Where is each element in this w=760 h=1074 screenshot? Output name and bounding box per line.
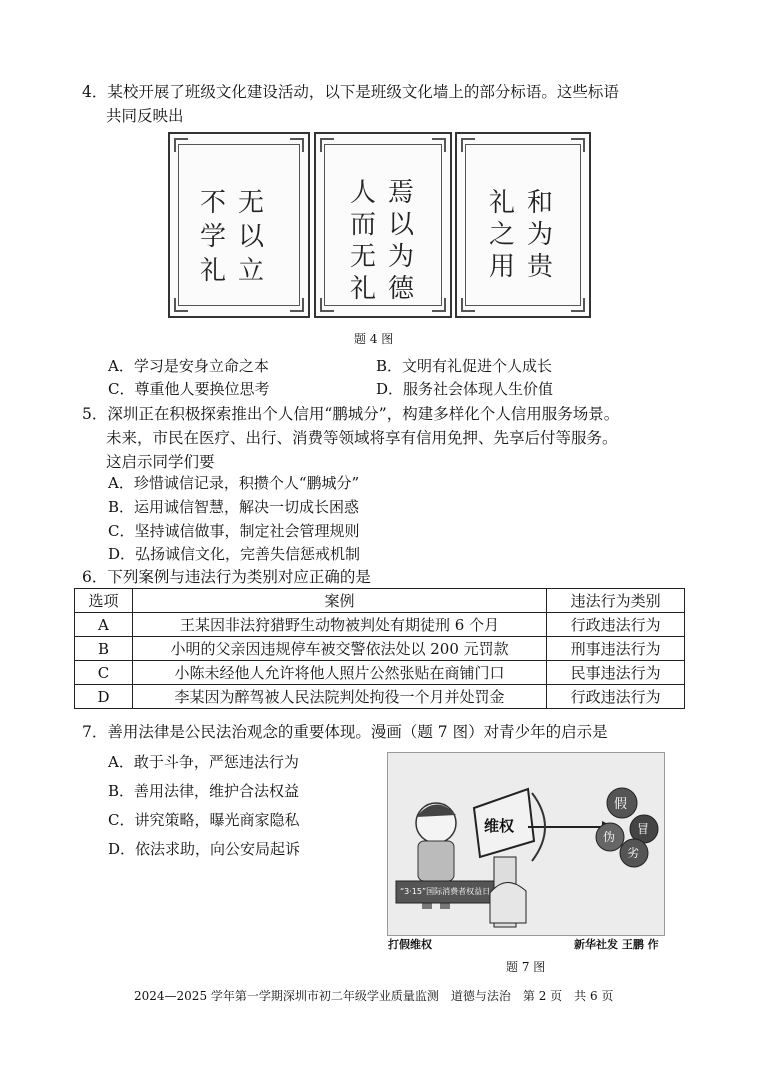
table-cell: D [75,685,133,709]
panel3-char: 为 [527,220,554,250]
q5-option-a[interactable]: A．珍惜诚信记录，积攒个人“鹏城分” [108,474,360,492]
q6-table [74,588,685,709]
slogan-panel-2 [314,132,452,318]
panel2-char: 人 [350,178,377,208]
table-cell: C [75,661,133,685]
slogan-panel-1 [168,132,310,318]
panel2-char: 为 [388,242,415,272]
bubble-text: 伪 [603,830,616,844]
panel3-char: 礼 [489,188,516,218]
panel2-char: 无 [350,242,377,272]
q5-option-c[interactable]: C．坚持诚信做事，制定社会管理规则 [108,522,360,540]
panel1-char: 立 [238,256,265,286]
q5-stem-line1: 5．深圳正在积极探索推出个人信用“鹏城分”，构建多样化个人信用服务场景。 [82,405,620,423]
panel3-char: 用 [489,252,516,282]
panel2-char: 礼 [350,274,377,304]
q7-caption: 题 7 图 [506,960,546,974]
table-row[interactable] [75,637,685,661]
cartoon-illustration [388,753,664,935]
q4-option-b[interactable]: B．文明有礼促进个人成长 [376,357,553,375]
panel1-char: 礼 [200,256,227,286]
q7-option-a[interactable]: A．敢于斗争，严惩违法行为 [108,753,299,771]
panel1-char: 无 [238,188,265,218]
q4-caption: 题 4 图 [354,332,394,346]
cartoon-credit: 新华社发 王鹏 作 [574,938,659,951]
panel2-char: 而 [350,210,377,240]
cartoon-banner-text: “3·15”国际消费者权益日 [400,887,491,896]
table-row[interactable] [75,661,685,685]
q4-stem-line2: 共同反映出 [106,107,184,125]
q5-stem-line2: 未来，市民在医疗、出行、消费等领域将享有信用免押、先享后付等服务。 [106,429,618,447]
table-cell: 王某因非法狩猎野生动物被判处有期徒刑 6 个月 [132,613,546,637]
table-row[interactable] [75,613,685,637]
q5-option-b[interactable]: B．运用诚信智慧，解决一切成长困惑 [108,498,360,516]
table-cell: 小陈未经他人允许将他人照片公然张贴在商铺门口 [132,661,546,685]
table-header: 案例 [132,589,546,613]
table-cell: B [75,637,133,661]
cartoon-title: 打假维权 [388,938,432,951]
table-header: 违法行为类别 [547,589,685,613]
table-header: 选项 [75,589,133,613]
cartoon-sign-text: 维权 [484,817,515,835]
panel2-char: 德 [388,274,415,304]
q5-option-d[interactable]: D．弘扬诚信文化，完善失信惩戒机制 [108,545,361,563]
panel1-char: 学 [200,222,227,252]
table-cell: 小明的父亲因违规停车被交警依法处以 200 元罚款 [132,637,546,661]
q5-stem-line3: 这启示同学们要 [106,453,215,471]
table-row[interactable] [75,685,685,709]
bubble-text: 冒 [637,822,650,836]
table-cell: 刑事违法行为 [547,637,685,661]
table-cell: 行政违法行为 [547,685,685,709]
page-footer: 2024—2025 学年第一学期深圳市初二年级学业质量监测 道德与法治 第 2 页 共 6 页 [134,989,614,1003]
q7-stem: 7．善用法律是公民法治观念的重要体现。漫画（题 7 图）对青少年的启示是 [82,723,608,741]
q6-stem: 6．下列案例与违法行为类别对应正确的是 [82,568,371,586]
table-cell: A [75,613,133,637]
slogan-panel-3 [455,132,591,318]
q7-option-c[interactable]: C．讲究策略，曝光商家隐私 [108,811,300,829]
panel3-char: 贵 [527,252,554,282]
q4-option-a[interactable]: A．学习是安身立命之本 [108,357,269,375]
panel2-char: 以 [388,210,415,240]
table-cell: 李某因为醉驾被人民法院判处拘役一个月并处罚金 [132,685,546,709]
q7-cartoon [387,752,665,936]
panel2-char: 焉 [388,178,415,208]
q4-stem-line1: 4．某校开展了班级文化建设活动，以下是班级文化墙上的部分标语。这些标语 [82,83,619,101]
panel1-char: 不 [200,188,227,218]
bubble-text: 劣 [627,846,640,860]
panel1-char: 以 [238,222,265,252]
panel3-char: 和 [527,188,554,218]
bubble-text: 假 [614,797,628,812]
q4-option-c[interactable]: C．尊重他人要换位思考 [108,380,270,398]
table-header-row [75,589,685,613]
table-cell: 民事违法行为 [547,661,685,685]
panel3-char: 之 [489,220,516,250]
q7-option-b[interactable]: B．善用法律，维护合法权益 [108,782,300,800]
q7-option-d[interactable]: D．依法求助，向公安局起诉 [108,840,301,858]
table-cell: 行政违法行为 [547,613,685,637]
q4-option-d[interactable]: D．服务社会体现人生价值 [376,380,554,398]
